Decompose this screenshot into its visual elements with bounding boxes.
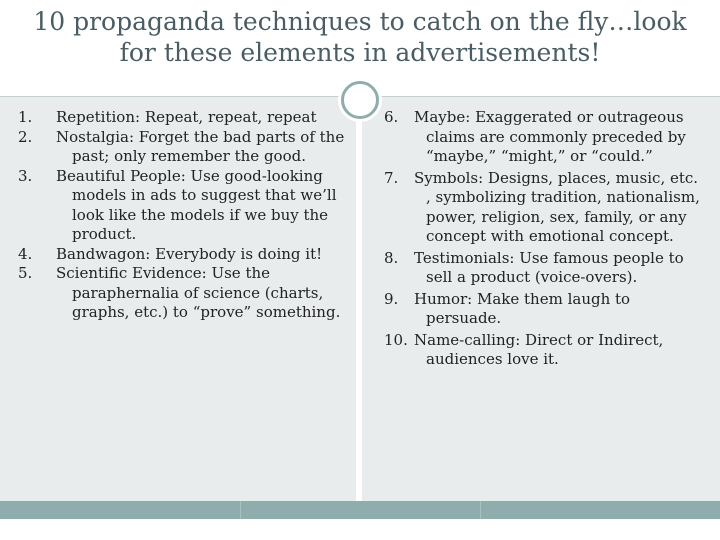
item-text: Symbols: Designs, places, music, etc. , symbolizing tradition, nationalism, power, religion, sex, family, or any concept with emotional concept. (414, 168, 700, 245)
footer-bar-divider (240, 501, 241, 519)
list-item (18, 245, 348, 265)
item-text: Maybe: Exaggerated or outrageous claims are commonly preceded by “maybe,” “might,” or “could.” (414, 108, 686, 165)
item-number: 4. (18, 244, 33, 263)
list-item (384, 290, 704, 329)
right-technique-list (384, 108, 704, 370)
item-number: 7. (384, 168, 399, 187)
item-number: 5. (18, 264, 33, 282)
list-item (18, 128, 348, 167)
list-item (384, 169, 704, 247)
item-text: Nostalgia: Forget the bad parts of the past; only remember the good. (56, 127, 345, 165)
title-line-2: for these elements in advertisements! (119, 38, 601, 67)
item-number: 2. (18, 127, 33, 146)
left-technique-list (18, 108, 348, 323)
list-item (18, 108, 348, 128)
list-item (18, 264, 348, 323)
list-item (384, 108, 704, 167)
footer-bar-divider (480, 501, 481, 519)
item-number: 10. (384, 330, 408, 349)
list-item (18, 167, 348, 245)
item-number: 3. (18, 166, 33, 185)
item-text: Humor: Make them laugh to persuade. (414, 289, 631, 327)
item-number: 1. (18, 108, 33, 126)
list-item (384, 331, 704, 370)
item-number: 8. (384, 248, 399, 267)
item-number: 6. (384, 108, 399, 126)
item-text: Name-calling: Direct or Indirect, audiences love it. (414, 330, 664, 368)
title-line-1: 10 propaganda techniques to catch on the fly…look (33, 7, 687, 36)
slide-title (0, 6, 720, 68)
item-text: Scientific Evidence: Use the paraphernalia of science (charts, graphs, etc.) to “prove” something. (56, 264, 341, 321)
item-text: Beautiful People: Use good-looking models in ads to suggest that we’ll look like the models if we buy the product. (56, 166, 337, 243)
list-item (384, 249, 704, 288)
item-text: Repetition: Repeat, repeat, repeat (56, 108, 317, 126)
item-text: Bandwagon: Everybody is doing it! (56, 244, 323, 263)
item-text: Testimonials: Use famous people to sell a product (voice-overs). (414, 248, 684, 286)
item-number: 9. (384, 289, 399, 308)
footer-bar (0, 501, 720, 519)
